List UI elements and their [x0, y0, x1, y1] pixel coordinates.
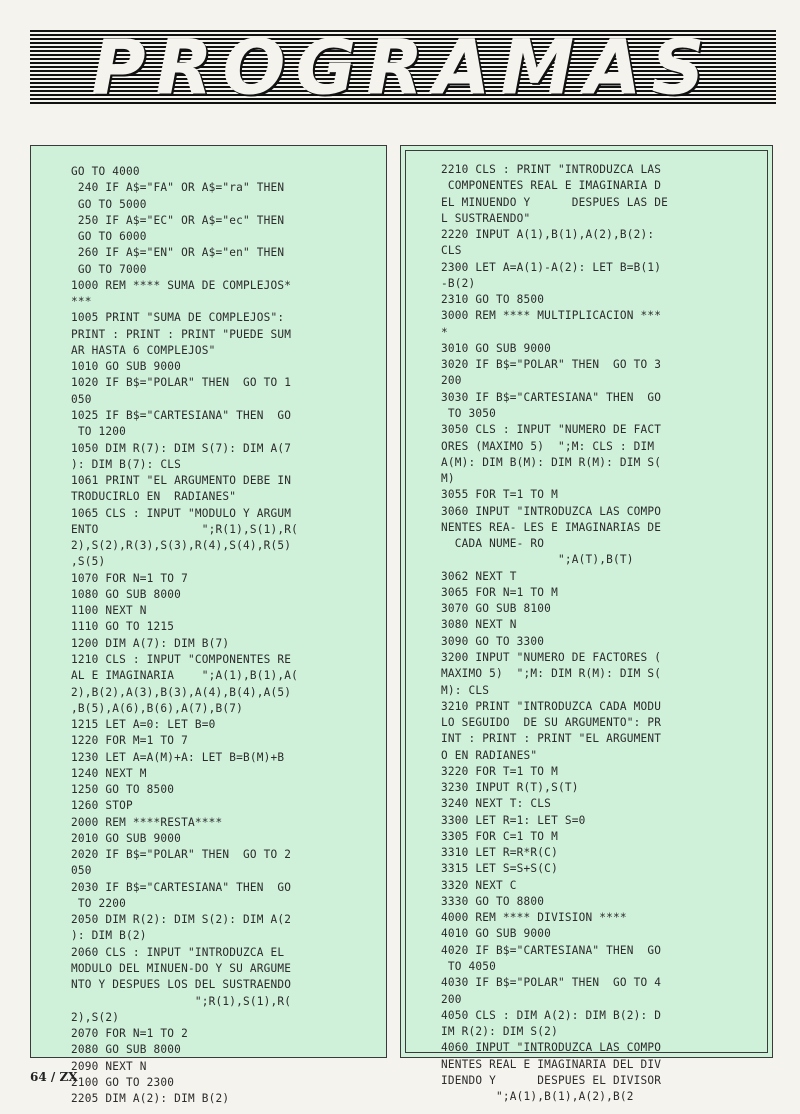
code-line: 3070 GO SUB 8100 [441, 602, 552, 616]
code-line: 3010 GO SUB 9000 [441, 341, 552, 355]
code-line: 1070 FOR N=1 TO 7 [71, 571, 188, 585]
code-line: NENTES REAL E IMAGINARIA DEL DIV [441, 1057, 662, 1071]
left-code-listing [71, 164, 298, 1107]
code-line: 1000 REM **** SUMA DE COMPLEJOS* [71, 278, 292, 292]
code-line: 3240 NEXT T: CLS [441, 797, 552, 811]
code-line: 1020 IF B$="POLAR" THEN GO TO 1 [71, 376, 292, 390]
code-line: 1215 LET A=0: LET B=0 [71, 718, 216, 732]
code-line: IM R(2): DIM S(2) [441, 1025, 558, 1039]
code-line: 1230 LET A=A(M)+A: LET B=B(M)+B [71, 750, 285, 764]
code-line: COMPONENTES REAL E IMAGINARIA D [441, 179, 662, 193]
code-line: 240 IF A$="FA" OR A$="ra" THEN [71, 181, 285, 195]
code-line: ORES (MAXIMO 5) ";M: CLS : DIM [441, 439, 655, 453]
code-line: INT : PRINT : PRINT "EL ARGUMENT [441, 732, 662, 746]
code-line: 1065 CLS : INPUT "MODULO Y ARGUM [71, 506, 292, 520]
code-line: MODULO DEL MINUEN-DO Y SU ARGUME [71, 962, 292, 976]
code-line: 3000 REM **** MULTIPLICACION *** [441, 309, 662, 323]
code-line: L SUSTRAENDO" [441, 211, 531, 225]
code-line: 3310 LET R=R*R(C) [441, 846, 558, 860]
code-line: -B(2) [441, 276, 476, 290]
code-line: AL E IMAGINARIA ";A(1),B(1),A( [71, 669, 299, 683]
banner-title: PROGRAMAS [91, 24, 715, 112]
code-line: 3330 GO TO 8800 [441, 894, 545, 908]
code-line: 3020 IF B$="POLAR" THEN GO TO 3 [441, 358, 662, 372]
code-line: 2220 INPUT A(1),B(1),A(2),B(2): [441, 228, 655, 242]
code-line: 3200 INPUT "NUMERO DE FACTORES ( [441, 650, 662, 664]
code-line: CLS [441, 244, 462, 258]
code-line: 3055 FOR T=1 TO M [441, 488, 558, 502]
code-line: *** [71, 295, 92, 309]
programas-banner [30, 24, 776, 112]
code-line: 1005 PRINT "SUMA DE COMPLEJOS": [71, 311, 285, 325]
code-line: GO TO 7000 [71, 262, 147, 276]
code-line: 1240 NEXT M [71, 766, 147, 780]
code-line: 2100 GO TO 2300 [71, 1075, 175, 1089]
code-line: 3210 PRINT "INTRODUZCA CADA MODU [441, 699, 662, 713]
code-line: TO 1200 [71, 425, 127, 439]
code-line: EL MINUENDO Y DESPUES LAS DE [441, 195, 669, 209]
code-line: 2),S(2) [71, 1010, 120, 1024]
code-line: 3300 LET R=1: LET S=0 [441, 813, 586, 827]
code-line: AR HASTA 6 COMPLEJOS" [71, 343, 216, 357]
code-line: PRINT : PRINT : PRINT "PUEDE SUM [71, 327, 292, 341]
code-line: M): CLS [441, 683, 490, 697]
code-line: 1010 GO SUB 9000 [71, 360, 182, 374]
code-line: 3080 NEXT N [441, 618, 517, 632]
code-line: 4030 IF B$="POLAR" THEN GO TO 4 [441, 976, 662, 990]
code-line: * [441, 325, 448, 339]
code-line: 2080 GO SUB 8000 [71, 1043, 182, 1057]
code-line: 2090 NEXT N [71, 1059, 147, 1073]
code-line: 2205 DIM A(2): DIM B(2) [71, 1092, 230, 1106]
code-line: 2000 REM ****RESTA**** [71, 815, 223, 829]
code-line: 2),B(2),A(3),B(3),A(4),B(4),A(5) [71, 685, 292, 699]
code-line: ): DIM B(7): CLS [71, 457, 182, 471]
code-line: 1050 DIM R(7): DIM S(7): DIM A(7 [71, 441, 292, 455]
page-number: 64 / ZX [30, 1070, 78, 1084]
code-line: LO SEGUIDO DE SU ARGUMENTO": PR [441, 716, 662, 730]
code-line: 3090 GO TO 3300 [441, 634, 545, 648]
code-line: 3305 FOR C=1 TO M [441, 829, 558, 843]
code-line: 4010 GO SUB 9000 [441, 927, 552, 941]
code-line: 1250 GO TO 8500 [71, 783, 175, 797]
code-line: 4020 IF B$="CARTESIANA" THEN GO [441, 943, 662, 957]
code-line: 4000 REM **** DIVISION **** [441, 911, 627, 925]
code-line: 3030 IF B$="CARTESIANA" THEN GO [441, 390, 662, 404]
code-line: 2030 IF B$="CARTESIANA" THEN GO [71, 880, 292, 894]
code-line: 3220 FOR T=1 TO M [441, 764, 558, 778]
code-line: 2),S(2),R(3),S(3),R(4),S(4),R(5) [71, 539, 292, 553]
code-line: 050 [71, 392, 92, 406]
code-line: ): DIM B(2) [71, 929, 147, 943]
code-line: ,B(5),A(6),B(6),A(7),B(7) [71, 701, 243, 715]
code-line: TO 2200 [71, 896, 127, 910]
code-line: 4060 INPUT "INTRODUZCA LAS COMPO [441, 1041, 662, 1055]
code-line: MAXIMO 5) ";M: DIM R(M): DIM S( [441, 667, 662, 681]
code-line: 2010 GO SUB 9000 [71, 831, 182, 845]
code-line: 200 [441, 374, 462, 388]
code-line: 2210 CLS : PRINT "INTRODUZCA LAS [441, 163, 662, 176]
code-line: 3065 FOR N=1 TO M [441, 585, 558, 599]
code-line: ,S(5) [71, 555, 106, 569]
code-line: 1061 PRINT "EL ARGUMENTO DEBE IN [71, 474, 292, 488]
code-line: 3230 INPUT R(T),S(T) [441, 781, 579, 795]
code-line: ";A(1),B(1),A(2),B(2 [441, 1090, 634, 1104]
code-line: TO 3050 [441, 406, 497, 420]
code-line: 4050 CLS : DIM A(2): DIM B(2): D [441, 1008, 662, 1022]
code-line: 2060 CLS : INPUT "INTRODUZCA EL [71, 945, 285, 959]
code-line: 1100 NEXT N [71, 604, 147, 618]
code-line: M) [441, 472, 455, 486]
code-line: CADA NUME- RO [441, 537, 545, 551]
code-line: 3050 CLS : INPUT "NUMERO DE FACT [441, 423, 662, 437]
code-line: 250 IF A$="EC" OR A$="ec" THEN [71, 213, 285, 227]
code-line: O EN RADIANES" [441, 748, 538, 762]
code-line: ";A(T),B(T) [441, 553, 634, 567]
code-line: 3320 NEXT C [441, 878, 517, 892]
code-line: 3060 INPUT "INTRODUZCA LAS COMPO [441, 504, 662, 518]
code-line: 2300 LET A=A(1)-A(2): LET B=B(1) [441, 260, 662, 274]
code-line: A(M): DIM B(M): DIM R(M): DIM S( [441, 455, 662, 469]
code-line: 1110 GO TO 1215 [71, 620, 175, 634]
code-line: NENTES REA- LES E IMAGINARIAS DE [441, 520, 662, 534]
code-line: ENTO ";R(1),S(1),R( [71, 522, 299, 536]
code-line: TRODUCIRLO EN RADIANES" [71, 490, 237, 504]
code-line: 2020 IF B$="POLAR" THEN GO TO 2 [71, 848, 292, 862]
code-line: 1220 FOR M=1 TO 7 [71, 734, 188, 748]
code-line: 3315 LET S=S+S(C) [441, 862, 558, 876]
code-line: GO TO 4000 [71, 165, 140, 178]
code-line: ";R(1),S(1),R( [71, 994, 292, 1008]
code-line: 1080 GO SUB 8000 [71, 587, 182, 601]
code-line: IDENDO Y DESPUES EL DIVISOR [441, 1073, 662, 1087]
code-line: 1210 CLS : INPUT "COMPONENTES RE [71, 652, 292, 666]
code-line: GO TO 5000 [71, 197, 147, 211]
code-line: 1025 IF B$="CARTESIANA" THEN GO [71, 408, 292, 422]
code-line: 260 IF A$="EN" OR A$="en" THEN [71, 246, 285, 260]
code-line: 200 [441, 992, 462, 1006]
right-code-column [400, 145, 773, 1104]
code-line: 1260 STOP [71, 799, 133, 813]
code-line: GO TO 6000 [71, 230, 147, 244]
code-line: 1200 DIM A(7): DIM B(7) [71, 636, 230, 650]
right-code-listing [441, 162, 668, 1105]
code-line: NTO Y DESPUES LOS DEL SUSTRAENDO [71, 978, 292, 992]
code-line: 2050 DIM R(2): DIM S(2): DIM A(2 [71, 913, 292, 927]
code-line: 2310 GO TO 8500 [441, 293, 545, 307]
code-line: 2070 FOR N=1 TO 2 [71, 1027, 188, 1041]
code-line: TO 4050 [441, 960, 497, 974]
code-line: 050 [71, 864, 92, 878]
code-line: 3062 NEXT T [441, 569, 517, 583]
